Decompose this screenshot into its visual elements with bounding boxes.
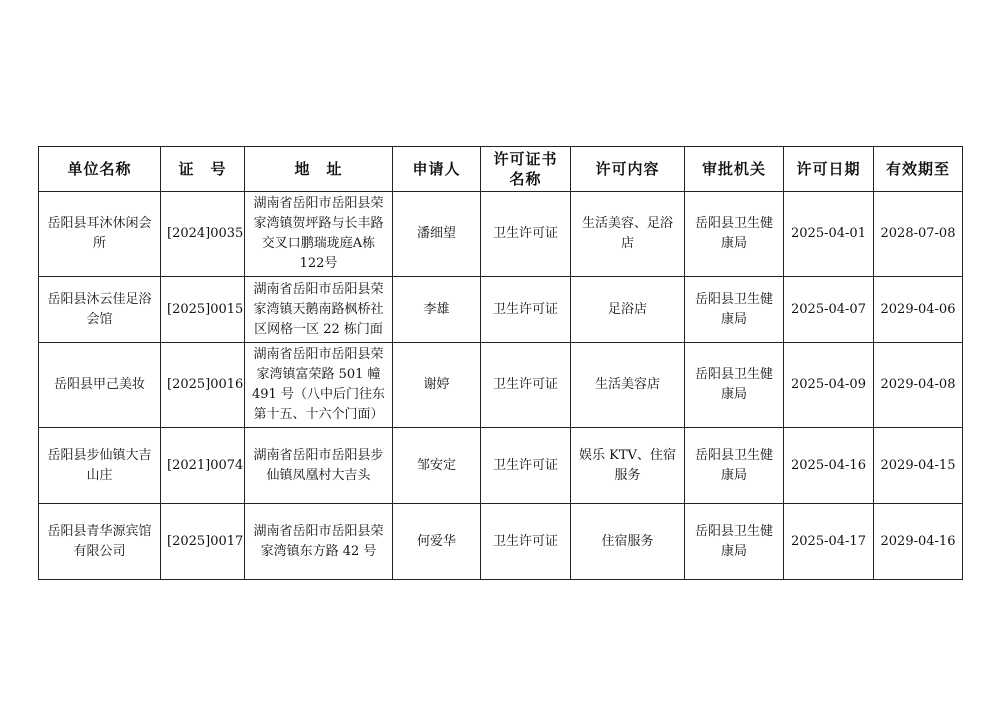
table-row	[39, 343, 963, 428]
header-permit-content: 许可内容	[571, 147, 685, 192]
table-row	[39, 428, 963, 504]
address-cell: 湖南省岳阳市岳阳县荣家湾镇东方路 42 号	[245, 504, 393, 580]
permit-date-cell: 2025-04-16	[784, 428, 874, 504]
valid-until-cell: 2029-04-16	[874, 504, 963, 580]
header-row	[39, 147, 963, 192]
permit-date-cell: 2025-04-07	[784, 277, 874, 343]
address-cell: 湖南省岳阳市岳阳县荣家湾镇天鹅南路枫桥社区网格一区 22 栋门面	[245, 277, 393, 343]
applicant-cell: 潘细望	[393, 192, 481, 277]
header-permit-date: 许可日期	[784, 147, 874, 192]
unit-name-cell: 岳阳县步仙镇大吉山庄	[39, 428, 161, 504]
permit-date-cell: 2025-04-01	[784, 192, 874, 277]
permit-date-cell: 2025-04-17	[784, 504, 874, 580]
permit-content-cell: 生活美容、足浴店	[571, 192, 685, 277]
approval-authority-cell: 岳阳县卫生健康局	[685, 277, 784, 343]
applicant-cell: 李雄	[393, 277, 481, 343]
header-approval-authority: 审批机关	[685, 147, 784, 192]
cert-no-cell: [2025]0017	[161, 504, 245, 580]
approval-authority-cell: 岳阳县卫生健康局	[685, 504, 784, 580]
valid-until-cell: 2029-04-08	[874, 343, 963, 428]
address-cell: 湖南省岳阳市岳阳县步仙镇凤凰村大吉头	[245, 428, 393, 504]
approval-authority-cell: 岳阳县卫生健康局	[685, 192, 784, 277]
table-row	[39, 504, 963, 580]
cert-no-cell: [2025]0015	[161, 277, 245, 343]
applicant-cell: 谢婷	[393, 343, 481, 428]
approval-authority-cell: 岳阳县卫生健康局	[685, 343, 784, 428]
unit-name-cell: 岳阳县甲己美妆	[39, 343, 161, 428]
cert-no-cell: [2021]0074	[161, 428, 245, 504]
header-unit-name: 单位名称	[39, 147, 161, 192]
table-row	[39, 192, 963, 277]
valid-until-cell: 2028-07-08	[874, 192, 963, 277]
permit-name-cell: 卫生许可证	[481, 343, 571, 428]
permit-content-cell: 生活美容店	[571, 343, 685, 428]
permit-name-cell: 卫生许可证	[481, 277, 571, 343]
permit-name-cell: 卫生许可证	[481, 428, 571, 504]
applicant-cell: 邹安定	[393, 428, 481, 504]
permit-date-cell: 2025-04-09	[784, 343, 874, 428]
permit-content-cell: 足浴店	[571, 277, 685, 343]
valid-until-cell: 2029-04-06	[874, 277, 963, 343]
permit-name-cell: 卫生许可证	[481, 192, 571, 277]
header-permit-name: 许可证书名称	[481, 147, 571, 192]
permit-content-cell: 住宿服务	[571, 504, 685, 580]
applicant-cell: 何爱华	[393, 504, 481, 580]
permit-name-cell: 卫生许可证	[481, 504, 571, 580]
header-valid-until: 有效期至	[874, 147, 963, 192]
header-cert-no: 证 号	[161, 147, 245, 192]
header-applicant: 申请人	[393, 147, 481, 192]
cert-no-cell: [2024]0035	[161, 192, 245, 277]
cert-no-cell: [2025]0016	[161, 343, 245, 428]
table-row	[39, 277, 963, 343]
valid-until-cell: 2029-04-15	[874, 428, 963, 504]
unit-name-cell: 岳阳县耳沐休闲会所	[39, 192, 161, 277]
address-cell: 湖南省岳阳市岳阳县荣家湾镇贺坪路与长丰路交叉口鹏瑞珑庭A栋122号	[245, 192, 393, 277]
permit-content-cell: 娱乐 KTV、住宿服务	[571, 428, 685, 504]
permit-table	[38, 146, 963, 580]
address-cell: 湖南省岳阳市岳阳县荣家湾镇富荣路 501 幢 491 号（八中后门往东第十五、十六个门面）	[245, 343, 393, 428]
unit-name-cell: 岳阳县沐云佳足浴会馆	[39, 277, 161, 343]
approval-authority-cell: 岳阳县卫生健康局	[685, 428, 784, 504]
unit-name-cell: 岳阳县青华源宾馆有限公司	[39, 504, 161, 580]
header-address: 地 址	[245, 147, 393, 192]
